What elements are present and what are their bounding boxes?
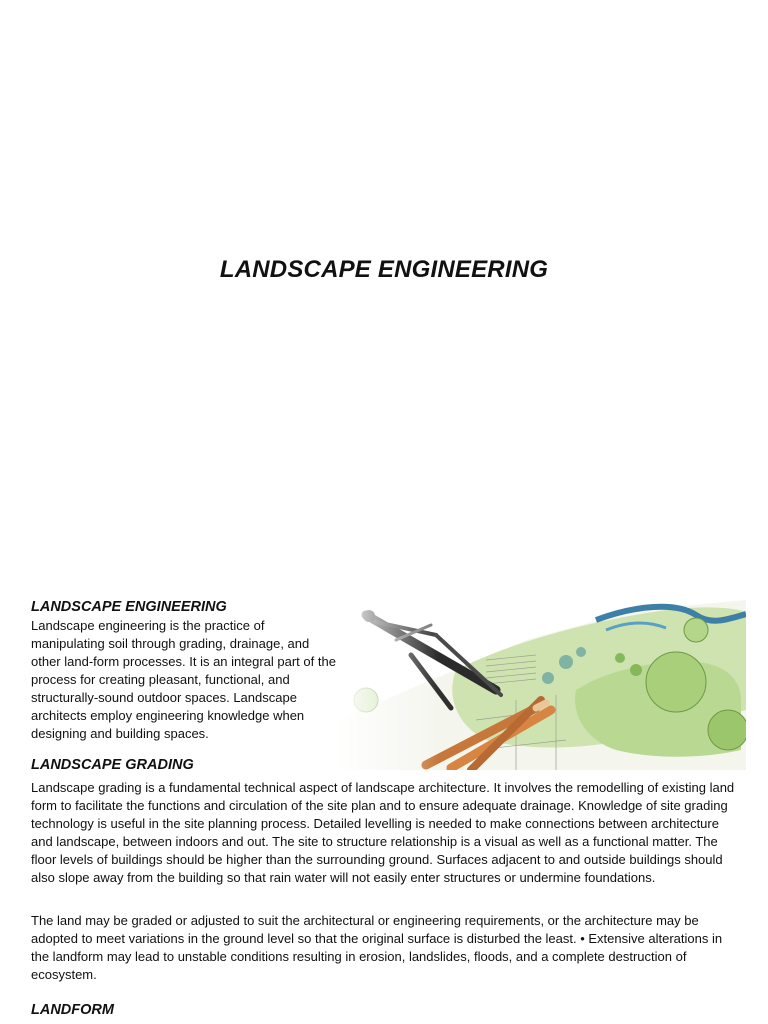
section-heading-landscape-grading: LANDSCAPE GRADING [31,757,194,773]
section-body-landscape-grading: Landscape grading is a fundamental technical aspect of landscape architecture. It involves the remodelling of existing land form to facilitate the functions and circulation of the site plan and to ensure adequate drainage. Knowledge of site grading technology is useful in the site planning process. Detailed levelling is needed to make connections between architecture and landscape, between indoors and out. The site to structure relationship is a visual as well as a functional matter. The floor levels of buildings should be higher than the surrounding ground. Surfaces adjacent to and outside buildings should also slope away from the building so that rain water will not easily enter structures or undermine foundations. [31,780,735,885]
section-body-landscape-engineering: Landscape engineering is the practice of manipulating soil through grading, drainage, and other land-form processes. It is an integral part of the process for creating pleasant, functional, and structurally-sound outdoor spaces. Landscape architects employ engineering knowledge when designing and building spaces. [31,618,336,741]
landscape-plan-illustration [336,600,746,770]
page-title: LANDSCAPE ENGINEERING [219,256,549,283]
section-body-landscape-grading-2: The land may be graded or adjusted to suit the architectural or engineering requirements, or the architecture may be adopted to meet variations in the ground level so that the original surface is disturbed the least. • Extensive alterations in the landform may lead to unstable conditions resulting in erosion, landslides, floods, and a complete destruction of ecosystem. [31,913,723,982]
section-heading-landform: LANDFORM [31,1002,114,1018]
section-heading-landscape-engineering: LANDSCAPE ENGINEERING [31,599,227,615]
